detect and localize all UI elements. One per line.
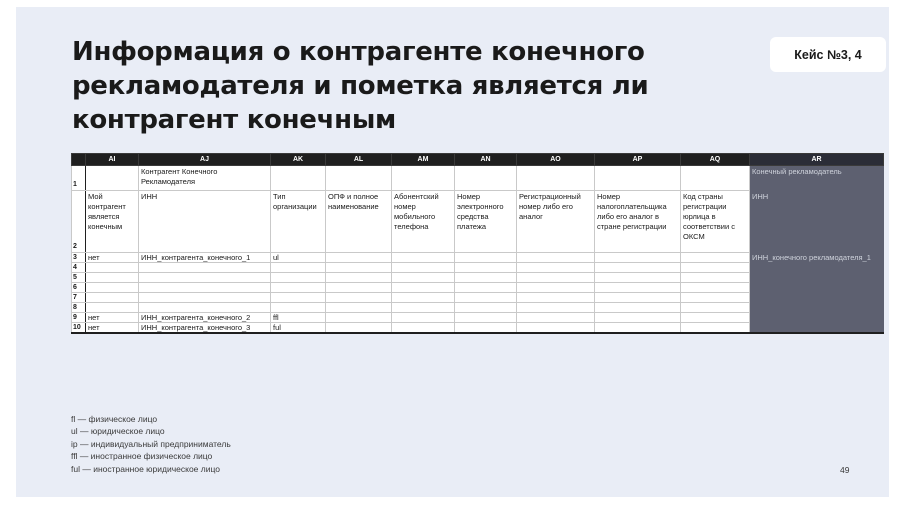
column-header-ak[interactable]: AK: [271, 154, 326, 166]
cell[interactable]: [681, 166, 750, 191]
cell[interactable]: [392, 293, 455, 303]
legend-item: fl — физическое лицо: [71, 414, 158, 424]
cell[interactable]: [517, 263, 595, 273]
row-number[interactable]: 6: [72, 283, 86, 293]
legend-item: ffl — иностранное физическое лицо: [71, 451, 213, 462]
cell-inn[interactable]: [139, 293, 271, 303]
cell[interactable]: [681, 303, 750, 313]
cell[interactable]: [455, 323, 517, 334]
select-all-corner[interactable]: [72, 154, 86, 166]
cell[interactable]: [326, 253, 392, 263]
cell-end-advertiser-group-header[interactable]: Конечный рекламодатель: [750, 166, 884, 191]
cell-inn[interactable]: ИНН_контрагента_конечного_2: [139, 313, 271, 323]
cell[interactable]: [326, 303, 392, 313]
cell[interactable]: [455, 283, 517, 293]
cell-advertiser-inn[interactable]: [750, 323, 884, 334]
cell[interactable]: [681, 283, 750, 293]
cell[interactable]: [517, 303, 595, 313]
column-header-aj[interactable]: AJ: [139, 154, 271, 166]
cell-is-final[interactable]: [86, 263, 139, 273]
cell[interactable]: [595, 293, 681, 303]
table-row: [72, 303, 884, 313]
row-number[interactable]: 1: [72, 166, 86, 191]
cell[interactable]: [595, 283, 681, 293]
table-row: [72, 273, 884, 283]
cell-counterparty-group-header[interactable]: Контрагент Конечного Рекламодателя: [139, 166, 271, 191]
cell[interactable]: [595, 273, 681, 283]
cell-advertiser-inn[interactable]: ИНН_конечного рекламодателя_1: [750, 253, 884, 263]
cell[interactable]: [595, 166, 681, 191]
case-badge: Кейс №3, 4: [770, 37, 886, 72]
cell[interactable]: [392, 303, 455, 313]
cell-org-type[interactable]: ul: [271, 253, 326, 263]
row-number[interactable]: 9: [72, 313, 86, 323]
cell-org-type[interactable]: [271, 283, 326, 293]
cell[interactable]: [455, 166, 517, 191]
cell-advertiser-inn[interactable]: [750, 283, 884, 293]
cell-is-final[interactable]: нет: [86, 313, 139, 323]
column-header-row: [72, 154, 884, 166]
cell[interactable]: [681, 323, 750, 334]
legend-item: ip — индивидуальный предприниматель: [71, 438, 231, 449]
cell[interactable]: [517, 273, 595, 283]
cell-header-opf-name[interactable]: ОПФ и полное наименование: [326, 191, 392, 253]
cell[interactable]: [392, 166, 455, 191]
cell-header-advertiser-inn[interactable]: ИНН: [750, 191, 884, 253]
cell[interactable]: [517, 283, 595, 293]
cell-is-final[interactable]: нет: [86, 323, 139, 334]
cell-inn[interactable]: [139, 263, 271, 273]
legend-item: ul — юридическое лицо: [71, 426, 165, 437]
cell[interactable]: [326, 166, 392, 191]
legend: [71, 413, 231, 475]
cell-header-is-final[interactable]: Мой контрагент является конечным: [86, 191, 139, 253]
row-number[interactable]: 4: [72, 263, 86, 273]
column-header-ai[interactable]: AI: [86, 154, 139, 166]
cell[interactable]: [392, 283, 455, 293]
cell[interactable]: [326, 313, 392, 323]
table-row: [72, 323, 884, 334]
cell-is-final[interactable]: [86, 273, 139, 283]
cell[interactable]: [595, 263, 681, 273]
cell-org-type[interactable]: [271, 303, 326, 313]
column-header-am[interactable]: AM: [392, 154, 455, 166]
row-number[interactable]: 2: [72, 191, 86, 253]
cell-advertiser-inn[interactable]: [750, 273, 884, 283]
cell[interactable]: [595, 323, 681, 334]
column-header-an[interactable]: AN: [455, 154, 517, 166]
cell[interactable]: [86, 166, 139, 191]
column-header-aq[interactable]: AQ: [681, 154, 750, 166]
row-number[interactable]: 3: [72, 253, 86, 263]
cell[interactable]: [595, 253, 681, 263]
cell[interactable]: [681, 313, 750, 323]
cell-header-phone[interactable]: Абонентский номер мобильного телефона: [392, 191, 455, 253]
column-header-ao[interactable]: AO: [517, 154, 595, 166]
cell-header-inn[interactable]: ИНН: [139, 191, 271, 253]
cell[interactable]: [455, 313, 517, 323]
table-row: [72, 191, 884, 253]
table-row: [72, 166, 884, 191]
cell-is-final[interactable]: [86, 303, 139, 313]
cell[interactable]: [455, 273, 517, 283]
table-row: [72, 263, 884, 273]
cell[interactable]: [455, 303, 517, 313]
cell[interactable]: [392, 263, 455, 273]
cell[interactable]: [517, 253, 595, 263]
cell-header-org-type[interactable]: Тип организации: [271, 191, 326, 253]
cell[interactable]: [326, 263, 392, 273]
cell-inn[interactable]: [139, 303, 271, 313]
cell[interactable]: [681, 263, 750, 273]
cell[interactable]: [595, 303, 681, 313]
slide-title: Информация о контрагенте конечного рекламодателя и пометка является ли контрагент конечным: [72, 37, 649, 135]
slide: [16, 7, 889, 497]
cell[interactable]: [392, 313, 455, 323]
cell[interactable]: [392, 253, 455, 263]
cell[interactable]: [326, 323, 392, 334]
cell-is-final[interactable]: [86, 293, 139, 303]
spreadsheet-table: [71, 153, 884, 334]
cell-org-type[interactable]: [271, 293, 326, 303]
column-header-ar[interactable]: AR: [750, 154, 884, 166]
cell-header-country-code[interactable]: Код страны регистрации юрлица в соответствии с ОКСМ: [681, 191, 750, 253]
cell[interactable]: [455, 253, 517, 263]
cell-org-type[interactable]: [271, 263, 326, 273]
spreadsheet: [71, 153, 884, 334]
column-header-ap[interactable]: AP: [595, 154, 681, 166]
cell[interactable]: [392, 323, 455, 334]
cell[interactable]: [392, 273, 455, 283]
cell[interactable]: [326, 273, 392, 283]
cell[interactable]: [455, 263, 517, 273]
cell[interactable]: [595, 313, 681, 323]
page-number: 49: [840, 465, 850, 475]
cell-header-taxpayer-number[interactable]: Номер налогоплательщика либо его аналог в стране регистрации: [595, 191, 681, 253]
column-header-al[interactable]: AL: [326, 154, 392, 166]
cell-header-registration-number[interactable]: Регистрационный номер либо его аналог: [517, 191, 595, 253]
cell[interactable]: [326, 293, 392, 303]
table-row: [72, 283, 884, 293]
table-row: [72, 253, 884, 263]
cell-inn[interactable]: ИНН_контрагента_конечного_1: [139, 253, 271, 263]
legend-item: ful — иностранное юридическое лицо: [71, 463, 220, 474]
cell[interactable]: [455, 293, 517, 303]
cell-is-final[interactable]: [86, 283, 139, 293]
cell-inn[interactable]: [139, 273, 271, 283]
cell[interactable]: [681, 293, 750, 303]
cell-advertiser-inn[interactable]: [750, 263, 884, 273]
cell[interactable]: [517, 313, 595, 323]
cell-org-type[interactable]: ffl: [271, 313, 326, 323]
cell-org-type[interactable]: ful: [271, 323, 326, 334]
cell-inn[interactable]: [139, 283, 271, 293]
table-row: [72, 293, 884, 303]
row-number[interactable]: 10: [72, 323, 86, 334]
cell-advertiser-inn[interactable]: [750, 313, 884, 323]
row-number[interactable]: 7: [72, 293, 86, 303]
cell-inn[interactable]: ИНН_контрагента_конечного_3: [139, 323, 271, 334]
cell[interactable]: [271, 166, 326, 191]
cell[interactable]: [517, 323, 595, 334]
table-row: [72, 313, 884, 323]
cell[interactable]: [681, 253, 750, 263]
cell-header-payment-number[interactable]: Номер электронного средства платежа: [455, 191, 517, 253]
cell-advertiser-inn[interactable]: [750, 303, 884, 313]
row-number[interactable]: 5: [72, 273, 86, 283]
row-number[interactable]: 8: [72, 303, 86, 313]
cell-advertiser-inn[interactable]: [750, 293, 884, 303]
cell[interactable]: [326, 283, 392, 293]
cell-org-type[interactable]: [271, 273, 326, 283]
cell[interactable]: [517, 293, 595, 303]
cell[interactable]: [517, 166, 595, 191]
cell[interactable]: [681, 273, 750, 283]
cell-is-final[interactable]: нет: [86, 253, 139, 263]
